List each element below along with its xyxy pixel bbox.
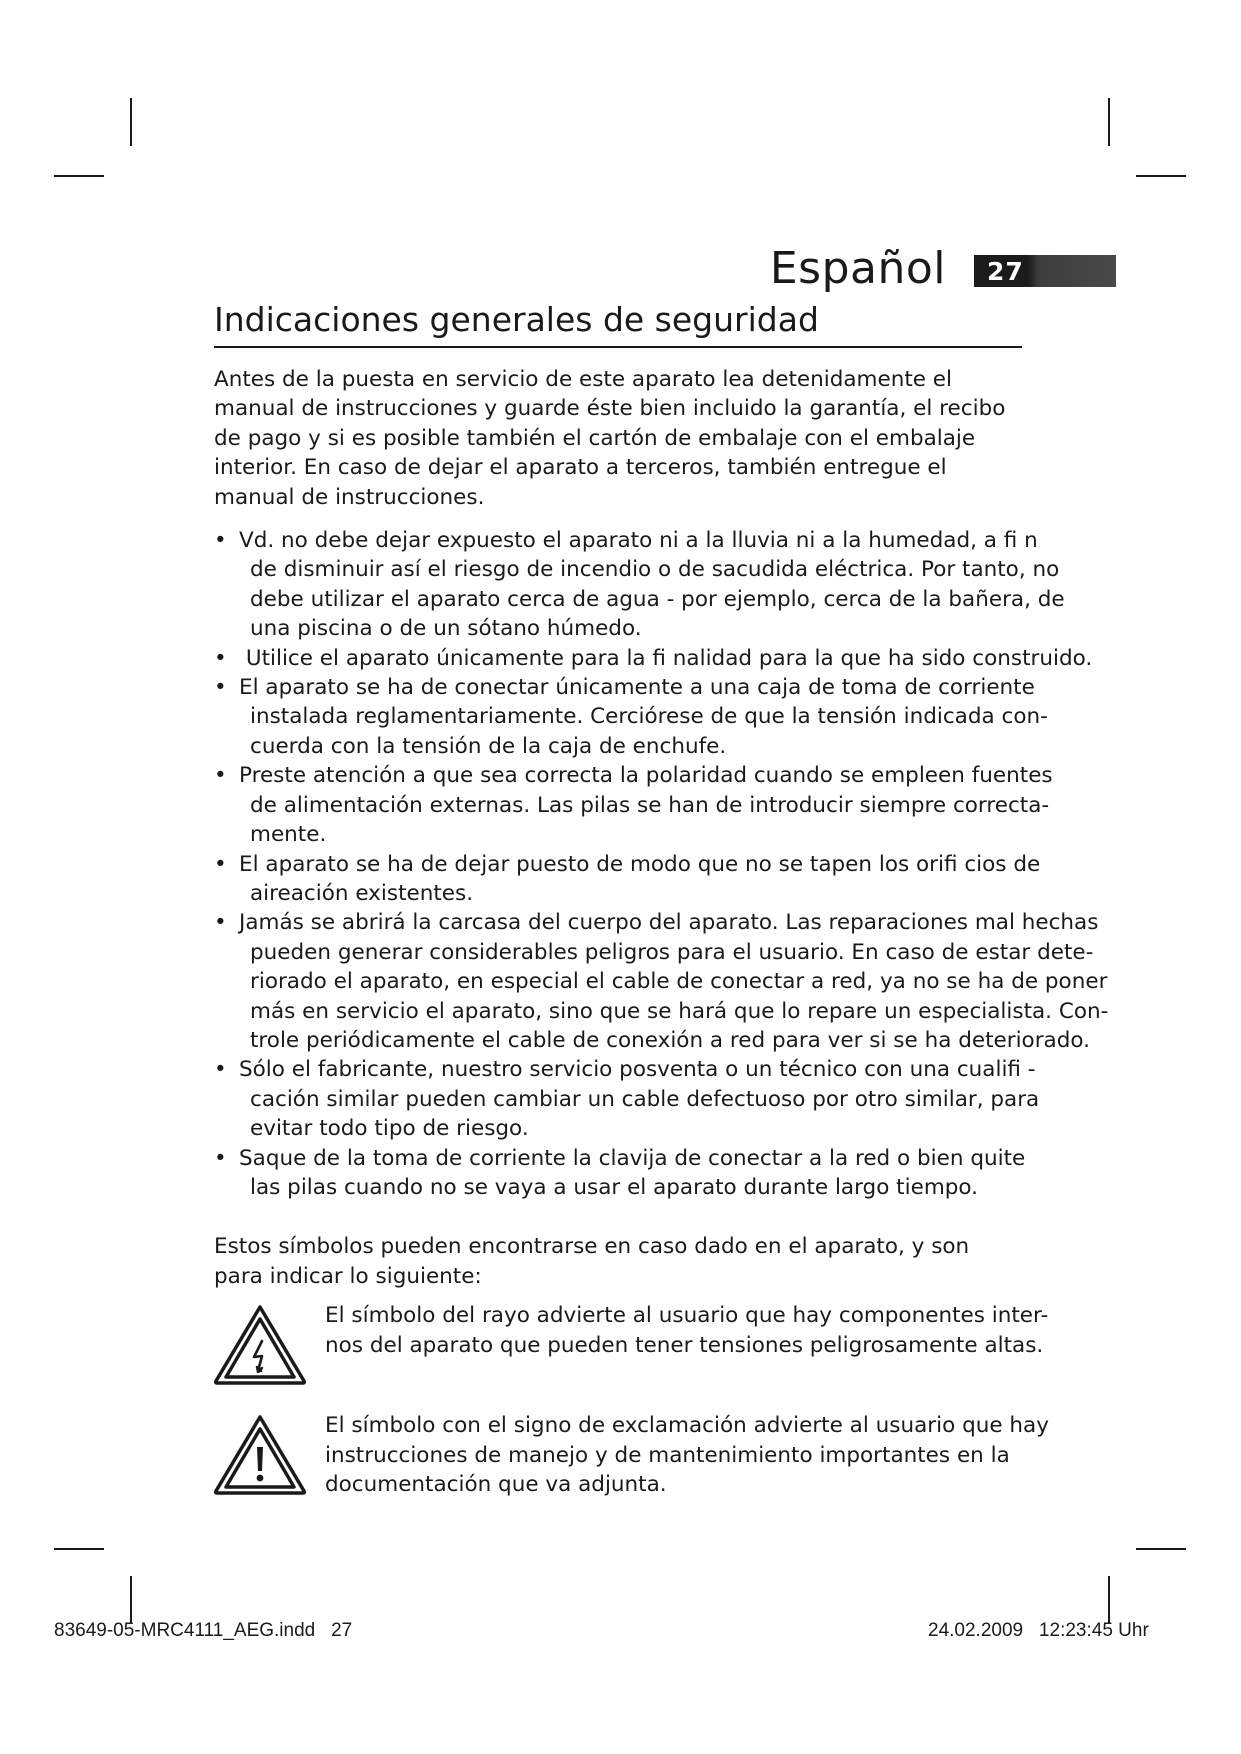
bullet-line: instalada reglamentariamente. Cerciórese de que la tensión indicada con- (250, 704, 1048, 730)
bullet-line: mente. (250, 822, 327, 848)
bullet-line: Utilice el aparato únicamente para la fi nalidad para la que ha sido construido. (239, 645, 1093, 671)
crop-mark-top-right-vertical (1108, 98, 1110, 146)
symbol-row-lightning (214, 1301, 1049, 1391)
bullet-line: cuerda con la tensión de la caja de enchufe. (250, 733, 727, 759)
bullet-line: Saque de la toma de corriente la clavija de conectar a la red o bien quite (239, 1145, 1026, 1171)
crop-mark-bottom-left-horizontal (54, 1548, 104, 1550)
bullet-item (214, 644, 1093, 673)
bullet-line: debe utilizar el aparato cerca de agua - por ejemplo, cerca de la bañera, de (250, 586, 1065, 612)
crop-mark-top-left-horizontal (54, 175, 104, 177)
bullet-line: El aparato se ha de dejar puesto de modo que no se tapen los orifi cios de (239, 851, 1041, 877)
page-number-bar (974, 255, 1116, 287)
content-body (214, 365, 1109, 1501)
bullet-line: cación similar pueden cambiar un cable defectuoso por otro similar, para (250, 1086, 1040, 1112)
bullet-line: trole periódicamente el cable de conexión a red para ver si se ha deteriorado. (250, 1027, 1090, 1053)
bullet-line: Sólo el fabricante, nuestro servicio posventa o un técnico con una cualifi - (239, 1057, 1036, 1083)
bullet-item (214, 850, 1039, 909)
crop-mark-bottom-right-horizontal (1136, 1548, 1186, 1550)
bullet-dot: • (214, 851, 227, 877)
symbols-intro-paragraph: Estos símbolos pueden encontrarse en caso dado en el aparato, y son para indicar lo siguiente: (214, 1234, 970, 1289)
section-title: Indicaciones generales de seguridad (214, 300, 1022, 348)
bullet-line: evitar todo tipo de riesgo. (250, 1116, 529, 1142)
bullet-line: de alimentación externas. Las pilas se han de introducir siempre correcta- (250, 792, 1050, 818)
bullet-line: pueden generar considerables peligros para el usuario. En caso de estar dete- (250, 939, 1094, 965)
crop-mark-top-left-vertical (130, 98, 132, 146)
symbol-text-line: documentación que va adjunta. (325, 1472, 667, 1497)
bullet-line: aireación existentes. (250, 880, 474, 906)
bullet-dot: • (214, 1057, 227, 1083)
bullet-line: más en servicio el aparato, sino que se hará que lo repare un especialista. Con- (250, 998, 1109, 1024)
bullet-dot: • (214, 528, 227, 554)
symbol-text-lightning (325, 1301, 1049, 1360)
symbol-text-line: instrucciones de manejo y de mantenimiento importantes en la (325, 1442, 1010, 1468)
bullet-line: El aparato se ha de conectar únicamente a una caja de toma de corriente (239, 675, 1035, 701)
bullet-dot: • (214, 1145, 227, 1171)
symbol-text-line: nos del aparato que pueden tener tensiones peligrosamente altas. (325, 1332, 1044, 1358)
lightning-warning-icon (212, 1303, 308, 1387)
symbol-text-line: El símbolo del rayo advierte al usuario que hay componentes inter- (325, 1303, 1049, 1329)
language-header (770, 243, 1116, 295)
bullet-item (214, 908, 1109, 1055)
footer-file-info: 83649-05-MRC4111_AEG.indd 27 (54, 1620, 353, 1641)
symbol-row-exclamation (214, 1411, 1049, 1501)
page-number: 27 (987, 256, 1024, 286)
symbol-text-exclamation (325, 1411, 1049, 1499)
bullet-item (214, 673, 1048, 761)
bullet-item (214, 1144, 1039, 1203)
bullet-line: Vd. no debe dejar expuesto el aparato ni a la lluvia ni a la humedad, a fi n (239, 528, 1038, 554)
bullet-line: Jamás se abrirá la carcasa del cuerpo del aparato. Las reparaciones mal hechas (239, 910, 1099, 936)
language-title: Español (769, 243, 946, 294)
exclamation-warning-icon (212, 1413, 308, 1497)
bullet-dot: • (214, 645, 227, 671)
footer-timestamp: 24.02.2009 12:23:45 Uhr (928, 1620, 1149, 1641)
bullet-item (214, 526, 1065, 644)
bullet-line: de disminuir así el riesgo de incendio o de sacudida eléctrica. Por tanto, no (250, 557, 1060, 583)
bullet-item (214, 1055, 1039, 1143)
bullet-dot: • (214, 763, 227, 789)
intro-paragraph: Antes de la puesta en servicio de este aparato lea detenidamente el manual de instrucciones y guarde éste bien incluido la garantía, el recibo de pago y si es posible también el cartón de embalaje con el embalaje interior. En caso de dejar el aparato a terceros, también entregue el manual de instrucciones. (214, 367, 1006, 510)
crop-mark-bottom-right-vertical (1108, 1576, 1110, 1624)
bullet-line: Preste atención a que sea correcta la polaridad cuando se empleen fuentes (239, 763, 1053, 789)
bullet-dot: • (214, 910, 227, 936)
bullet-line: las pilas cuando no se vaya a usar el aparato durante largo tiempo. (250, 1174, 979, 1200)
crop-mark-top-right-horizontal (1136, 175, 1186, 177)
safety-bullet-list (214, 526, 1109, 1202)
symbol-text-line: El símbolo con el signo de exclamación advierte al usuario que hay (325, 1413, 1049, 1439)
bullet-line: una piscina o de un sótano húmedo. (250, 616, 642, 642)
crop-mark-bottom-left-vertical (130, 1576, 132, 1624)
bullet-item (214, 761, 1053, 849)
bullet-line: riorado el aparato, en especial el cable de conectar a red, ya no se ha de poner (250, 969, 1108, 995)
bullet-dot: • (214, 675, 227, 701)
